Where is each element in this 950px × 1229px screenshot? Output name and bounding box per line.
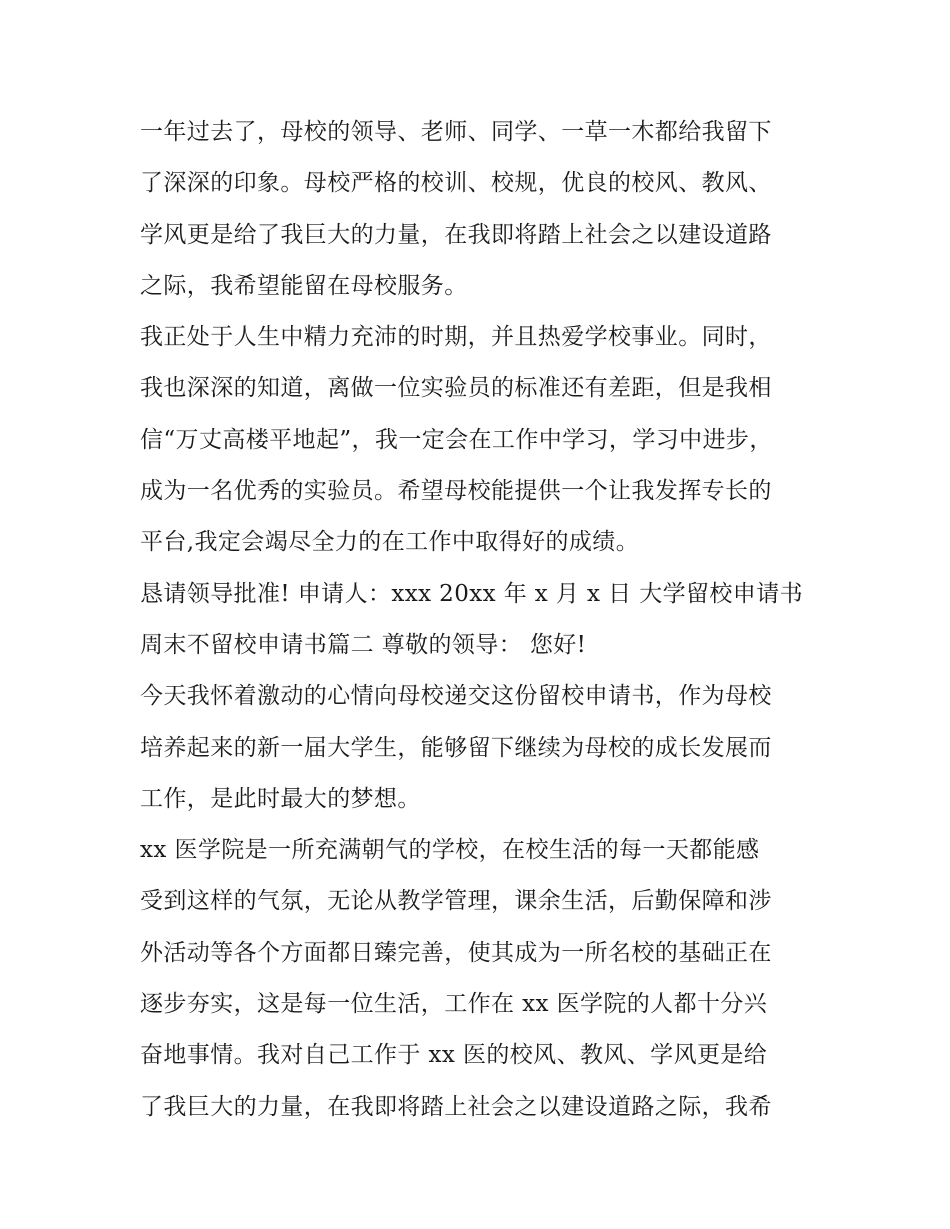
text-line: 学风更是给了我巨大的力量，在我即将踏上社会之以建设道路 bbox=[140, 221, 772, 248]
text-line: 奋地事情。我对自己工作于 xx 医的校风、教风、学风更是给 bbox=[140, 1042, 768, 1069]
text-line: 逐步夯实，这是每一位生活，工作在 xx 医学院的人都十分兴 bbox=[140, 991, 768, 1018]
text-line: 受到这样的气氛，无论从教学管理，课余生活，后勤保障和涉 bbox=[140, 888, 772, 915]
text-line: 今天我怀着激动的心情向母校递交这份留校申请书，作为母校 bbox=[140, 683, 772, 710]
text-line: 我也深深的知道，离做一位实验员的标准还有差距，但是我相 bbox=[140, 375, 772, 402]
text-line: 成为一名优秀的实验员。希望母校能提供一个让我发挥专长的 bbox=[140, 478, 772, 505]
text-line: 工作，是此时最大的梦想。 bbox=[140, 785, 421, 812]
text-line: 周末不留校申请书篇二 尊敬的领导： 您好! bbox=[140, 631, 587, 658]
text-line: 了深深的印象。母校严格的校训、校规，优良的校风、教风、 bbox=[140, 170, 772, 197]
text-line: 恳请领导批准! 申请人：xxx 20xx 年 x 月 x 日 大学留校申请书 bbox=[140, 580, 803, 607]
text-line: xx 医学院是一所充满朝气的学校，在校生活的每一天都能感 bbox=[140, 837, 760, 864]
text-line: 外活动等各个方面都日臻完善，使其成为一所名校的基础正在 bbox=[140, 939, 772, 966]
text-line: 之际，我希望能留在母校服务。 bbox=[140, 272, 468, 299]
text-line: 了我巨大的力量，在我即将踏上社会之以建设道路之际，我希 bbox=[140, 1093, 772, 1120]
text-line: 一年过去了，母校的领导、老师、同学、一草一木都给我留下 bbox=[140, 119, 772, 145]
document-body bbox=[140, 107, 820, 1133]
text-line: 我正处于人生中精力充沛的时期，并且热爱学校事业。同时， bbox=[140, 324, 772, 351]
text-line: 信“万丈高楼平地起”，我一定会在工作中学习，学习中进步， bbox=[140, 426, 773, 453]
text-line: 培养起来的新一届大学生，能够留下继续为母校的成长发展而 bbox=[140, 734, 772, 761]
text-line: 平台,我定会竭尽全力的在工作中取得好的成绩。 bbox=[140, 529, 640, 556]
